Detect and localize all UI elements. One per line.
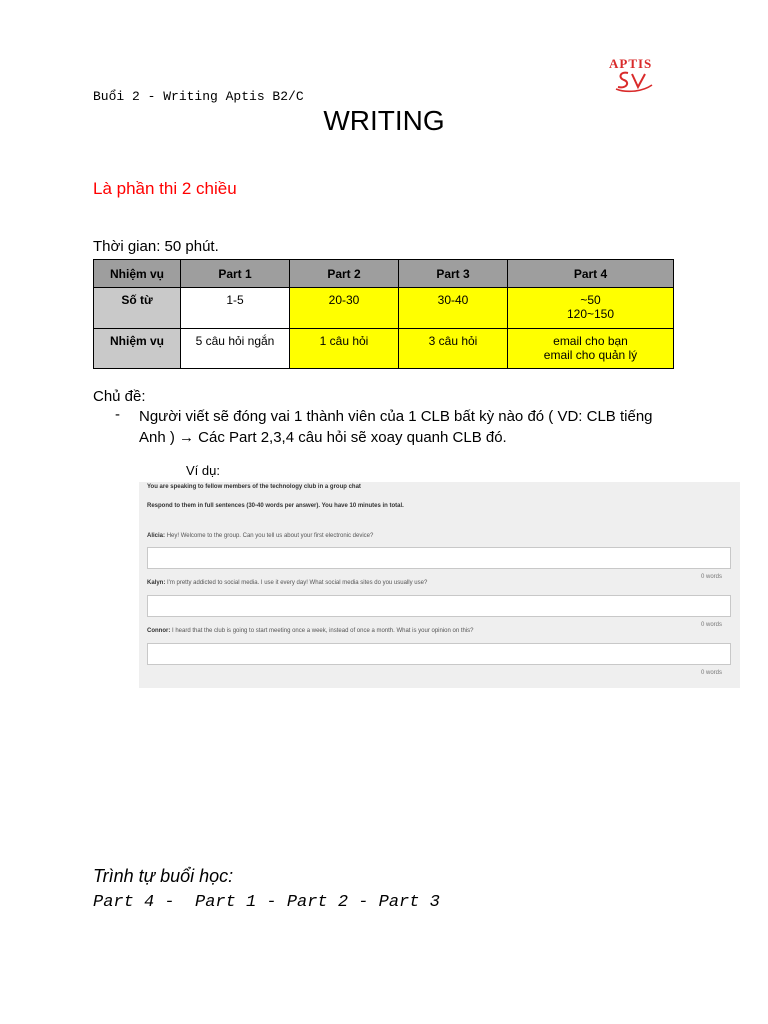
table-cell: 20-30 [290,288,399,329]
aptis-logo [600,56,670,96]
example-instruction: You are speaking to fellow members of the technology club in a group chat [147,484,361,490]
answer-input[interactable] [147,547,731,569]
word-count: 0 words [700,574,722,580]
word-count: 0 words [700,670,722,676]
speaker-name: Connor: [147,628,171,634]
page-title: WRITING [323,105,445,136]
question-text: I'm pretty addicted to social media. I use it every day! What social media sites do you usually use? [167,580,428,586]
table-cell: 3 câu hỏi [399,329,508,369]
session-heading: Buổi 2 - Writing Aptis B2/C [93,89,304,104]
row-label: Số từ [94,288,181,329]
question-line [147,580,427,586]
table-cell: 5 câu hỏi ngắn [181,329,290,369]
table-cell: 30-40 [399,288,508,329]
topic-label: Chủ đề: [93,388,146,405]
intro-text: Là phần thi 2 chiều [93,179,237,198]
sequence-text: Part 4 - Part 1 - Part 2 - Part 3 [93,893,440,912]
table-header-cell: Part 1 [181,260,290,288]
table-cell: email cho bạn email cho quản lý [508,329,674,369]
question-text: Hey! Welcome to the group. Can you tell us about your first electronic device? [166,533,374,539]
table-cell: 1-5 [181,288,290,329]
table-cell: 1 câu hỏi [290,329,399,369]
question-line [147,628,474,634]
time-info: Thời gian: 50 phút. [93,238,219,255]
answer-input[interactable] [147,595,731,617]
logo-signature-icon [612,69,656,93]
answer-input[interactable] [147,643,731,665]
sequence-label: Trình tự buổi học: [93,866,234,886]
table-cell: ~50 120~150 [508,288,674,329]
word-count: 0 words [700,622,722,628]
logo-text: APTIS [609,56,653,71]
task-table [93,259,674,369]
speaker-name: Kalyn: [147,580,166,586]
example-instruction: Respond to them in full sentences (30-40 words per answer). You have 10 minutes in total. [147,503,404,509]
speaker-name: Alicia: [147,533,166,539]
table-row [94,288,674,329]
question-line [147,533,373,539]
table-header-cell: Nhiệm vụ [94,260,181,288]
topic-bullet-text: Người viết sẽ đóng vai 1 thành viên của 1 CLB bất kỳ nào đó ( VD: CLB tiếng Anh ) → Các Part 2,3,4 câu hỏi sẽ xoay quanh CLB đó. [139,408,653,446]
row-label: Nhiệm vụ [94,329,181,369]
example-screenshot [139,482,740,688]
table-row [94,329,674,369]
question-text: I heard that the club is going to start meeting once a week, instead of once a month. What is your opinion on this? [172,628,474,634]
bullet-marker: - [115,406,120,423]
example-label: Ví dụ: [186,463,220,478]
table-header-row [94,260,674,288]
table-header-cell: Part 4 [508,260,674,288]
table-header-cell: Part 3 [399,260,508,288]
table-header-cell: Part 2 [290,260,399,288]
